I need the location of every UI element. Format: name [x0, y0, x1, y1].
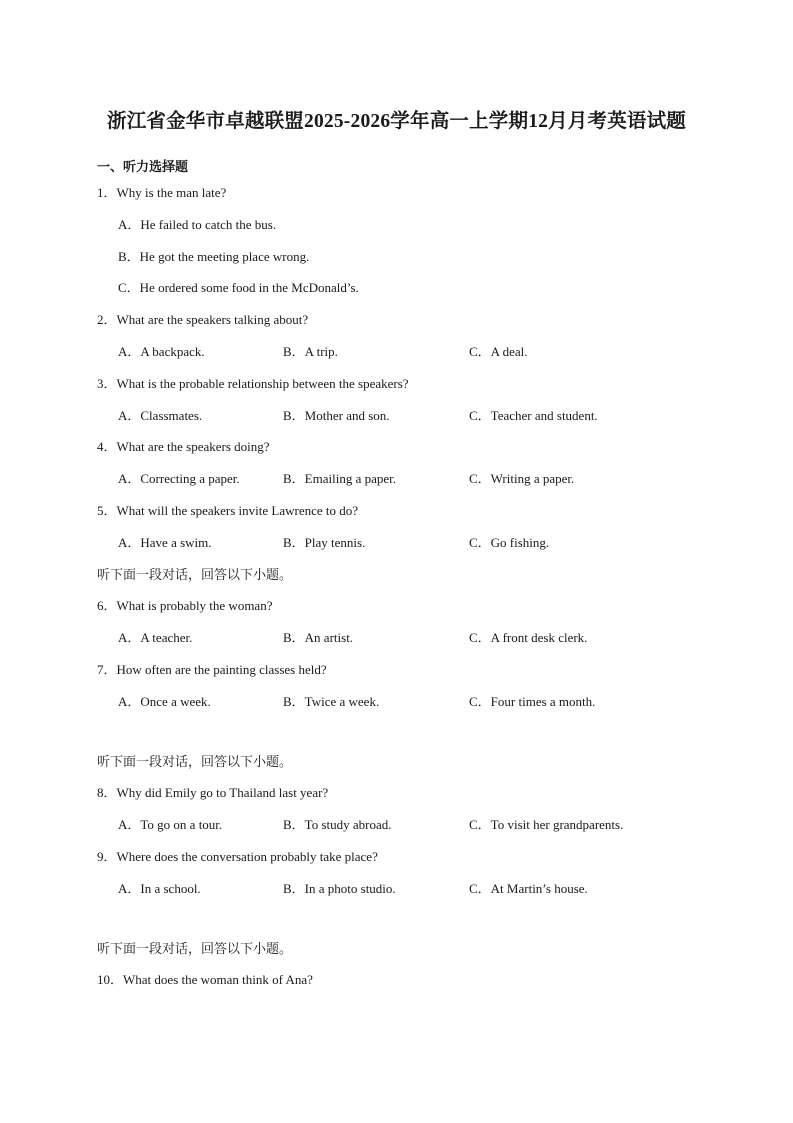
option-a: A．A backpack.	[118, 343, 205, 359]
option-b: B．Emailing a paper.	[283, 471, 397, 487]
option-b: B．A trip.	[283, 343, 338, 359]
question-text: What are the speakers doing?	[116, 439, 270, 455]
option-row	[97, 622, 696, 654]
question-1	[97, 177, 696, 209]
option-a: A．Have a swim.	[118, 534, 212, 550]
question-number: 8．	[97, 785, 117, 801]
option-a: A．In a school.	[118, 880, 201, 896]
option-b: B．Play tennis.	[283, 534, 366, 550]
option-a: A．Once a week.	[118, 693, 211, 709]
option-a: A．Correcting a paper.	[118, 471, 240, 487]
question-number: 3．	[97, 375, 117, 391]
option-row	[97, 686, 696, 718]
question-number: 10．	[97, 972, 124, 988]
spacer	[97, 905, 696, 933]
question-text: Why is the man late?	[116, 185, 227, 200]
question-number: 4．	[97, 439, 117, 455]
question-3	[97, 368, 696, 400]
section-heading-listening: 一、听力选择题	[97, 159, 189, 174]
option-c: C．Go fishing.	[469, 534, 550, 550]
listening-instruction: 听下面一段对话，回答以下小题。	[97, 566, 293, 582]
option-row	[97, 336, 696, 368]
listening-instruction: 听下面一段对话，回答以下小题。	[97, 753, 293, 769]
question-text: Where does the conversation probably take place?	[116, 848, 378, 864]
option-b: B．In a photo studio.	[283, 880, 396, 896]
option-a: A．To go on a tour.	[118, 817, 223, 833]
question-number: 2．	[97, 312, 117, 328]
question-text: What is probably the woman?	[116, 598, 273, 614]
option-c: C．Four times a month.	[469, 693, 596, 709]
question-8	[97, 777, 696, 809]
question-number: 7．	[97, 661, 117, 677]
question-text: What does the woman think of Ana?	[123, 972, 313, 988]
question-9	[97, 841, 696, 873]
question-text: Why did Emily go to Thailand last year?	[116, 785, 329, 801]
option-c: C．A deal.	[469, 343, 528, 359]
option-c: C．He ordered some food in the McDonald’s.	[118, 280, 359, 296]
question-2	[97, 304, 696, 336]
page-title: 浙江省金华市卓越联盟2025-2026学年高一上学期12月月考英语试题	[107, 111, 686, 132]
option-row	[97, 463, 696, 495]
option-row	[97, 209, 696, 241]
question-5	[97, 495, 696, 527]
option-b: B．An artist.	[283, 630, 354, 646]
option-a: A．A teacher.	[118, 630, 193, 646]
question-number: 9．	[97, 848, 117, 864]
option-row	[97, 873, 696, 905]
option-c: C．Writing a paper.	[469, 471, 575, 487]
question-10	[97, 964, 696, 996]
option-b: B．Twice a week.	[283, 693, 380, 709]
option-b: B．He got the meeting place wrong.	[118, 248, 310, 264]
question-number: 1．	[97, 185, 117, 200]
question-7	[97, 654, 696, 686]
option-b: B．To study abroad.	[283, 817, 392, 833]
spacer	[97, 718, 696, 746]
option-b: B．Mother and son.	[283, 407, 390, 423]
option-row	[97, 241, 696, 273]
question-4	[97, 431, 696, 463]
option-row	[97, 527, 696, 559]
option-row	[97, 272, 696, 304]
question-number: 6．	[97, 598, 117, 614]
option-c: C．Teacher and student.	[469, 407, 598, 423]
option-a: A．Classmates.	[118, 407, 203, 423]
question-text: What are the speakers talking about?	[116, 312, 309, 328]
option-a: A．He failed to catch the bus.	[118, 216, 277, 232]
listening-instruction: 听下面一段对话，回答以下小题。	[97, 940, 293, 956]
question-6	[97, 590, 696, 622]
question-text: How often are the painting classes held?	[116, 661, 327, 677]
option-c: C．To visit her grandparents.	[469, 817, 624, 833]
option-c: C．A front desk clerk.	[469, 630, 588, 646]
option-c: C．At Martin’s house.	[469, 880, 588, 896]
option-row	[97, 400, 696, 432]
option-row	[97, 809, 696, 841]
question-text: What will the speakers invite Lawrence to do?	[116, 502, 359, 518]
question-number: 5．	[97, 502, 117, 518]
question-text: What is the probable relationship between the speakers?	[116, 375, 409, 391]
